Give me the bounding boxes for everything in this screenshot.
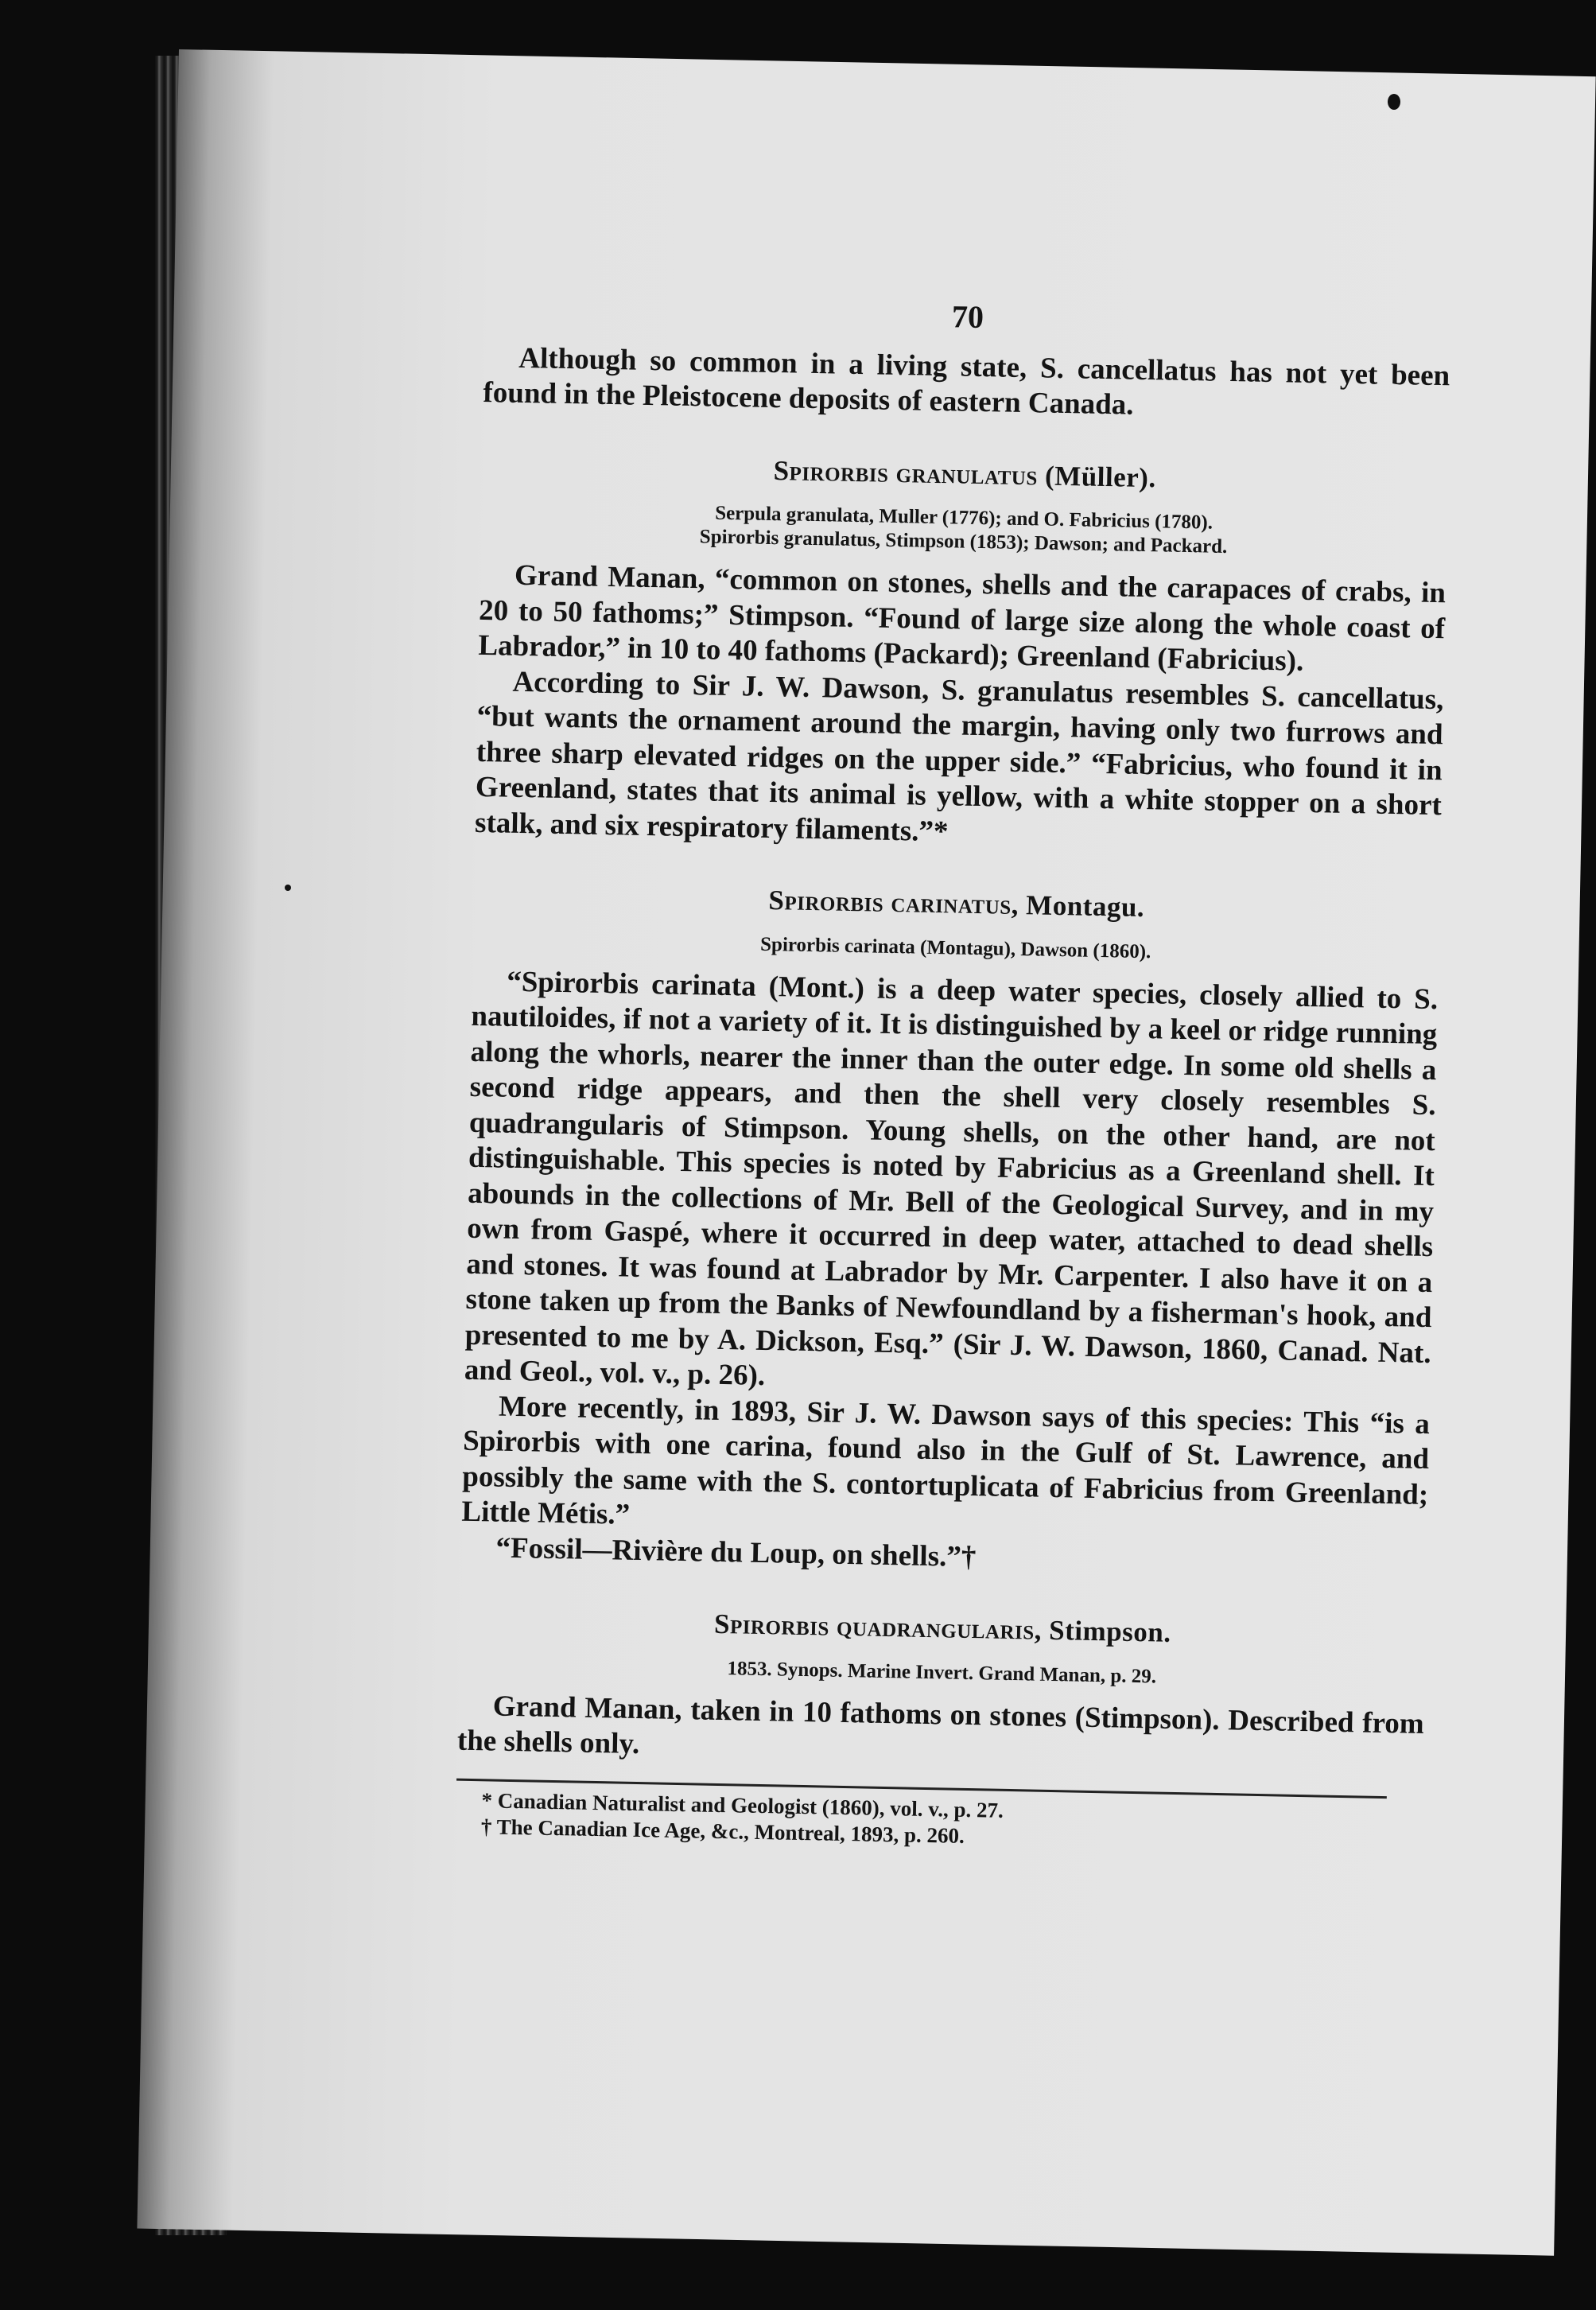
- heading-author: (Müller).: [1044, 460, 1157, 493]
- ink-spot: [1388, 94, 1400, 110]
- synonym-line: Serpula granulata, Muller (1776); and O. Fabricius (1780).: [714, 502, 1214, 534]
- body-paragraph: “Fossil—Rivière du Loup, on shells.”†: [495, 1531, 977, 1573]
- page-number: 70: [951, 298, 984, 336]
- section-heading: [473, 877, 1440, 931]
- heading-author: Montagu.: [1025, 889, 1145, 924]
- ink-spot: [285, 885, 291, 891]
- body-paragraph: “Spirorbis carinata (Mont.) is a deep water species, closely allied to S. nautiloides, if not a variety of it. It is distinguished by a keel or ridge running along the whorls, nearer the inner than the outer edge. In some old shells a second ridge appears, and then the shell very closely resembles S. quadrangularis of Stimpson. Young shells, on the other hand, are not distinguishable. This species is noted by Fabricius as a Greenland shell. It abounds in the collections of Mr. Bell of the Geological Survey, and in my own from Gaspé, where it occurred in deep water, attached to dead shells and stones. It was found at Labrador by Mr. Carpenter. I also have it on a stone taken up from the Banks of Newfoundland by a fisherman's hook, and presented to me by A. Dickson, Esq.” (Sir J. W. Dawson, 1860, Canad. Nat. and Geol., vol. v., p. 26).: [464, 965, 1439, 1393]
- body-paragraph: Grand Manan, taken in 10 fathoms on stones (Stimpson). Described from the shells only.: [456, 1690, 1425, 1761]
- synonymy: [472, 927, 1439, 969]
- body-paragraph: Grand Manan, “common on stones, shells and the carapaces of crabs, in 20 to 50 fathoms;” Stimpson. “Found of large size along the whole coast of Labrador,” in 10 to 40 fathoms (Packard); Greenland (Fabricius).: [478, 558, 1446, 678]
- body-paragraph: More recently, in 1893, Sir J. W. Dawson says of this species: This “is a Spirorbis with one carina, found also in the Gulf of St. Lawrence, and possibly the same with the S. contortuplicata of Fabricius from Greenland; Little Métis.”: [461, 1390, 1431, 1531]
- synonym-line: Spirorbis carinata (Montagu), Dawson (1860).: [759, 933, 1151, 962]
- synonymy: [459, 1651, 1425, 1694]
- heading-genus: Spirorbis quadrangularis,: [713, 1608, 1043, 1646]
- footnote: † The Canadian Ice Age, &c., Montreal, 1893, p. 260.: [480, 1814, 965, 1848]
- heading-genus: Spirorbis granulatus: [773, 454, 1039, 491]
- body-paragraph: According to Sir J. W. Dawson, S. granulatus resembles S. cancellatus, “but wants the ornament around the margin, having only two furrows and three sharp elevated ridges on the upper side.” “Fabricius, who found it in Greenland, states that its animal is yellow, with a white stopper on a short stalk, and six respiratory filaments.”*: [474, 665, 1444, 848]
- page-text: [456, 290, 1451, 1857]
- synonymy: [480, 497, 1447, 563]
- section-heading: [481, 447, 1448, 501]
- section-spirorbis-carinatus: [460, 877, 1439, 1584]
- section-heading: [459, 1602, 1426, 1656]
- intro-paragraph: Although so common in a living state, S. cancellatus has not yet been found in the Pleistocene deposits of eastern Canada.: [483, 341, 1450, 422]
- synonym-line: 1853. Synops. Marine Invert. Grand Manan, p. 29.: [727, 1657, 1157, 1688]
- section-spirorbis-granulatus: [475, 447, 1448, 859]
- synonym-line: Spirorbis granulatus, Stimpson (1853); Dawson; and Packard.: [699, 526, 1228, 558]
- heading-genus: Spirorbis carinatus,: [768, 884, 1019, 921]
- heading-author: Stimpson.: [1048, 1614, 1171, 1648]
- footnote: * Canadian Naturalist and Geologist (1860), vol. v., p. 27.: [481, 1787, 1004, 1822]
- section-spirorbis-quadrangularis: [457, 1602, 1427, 1778]
